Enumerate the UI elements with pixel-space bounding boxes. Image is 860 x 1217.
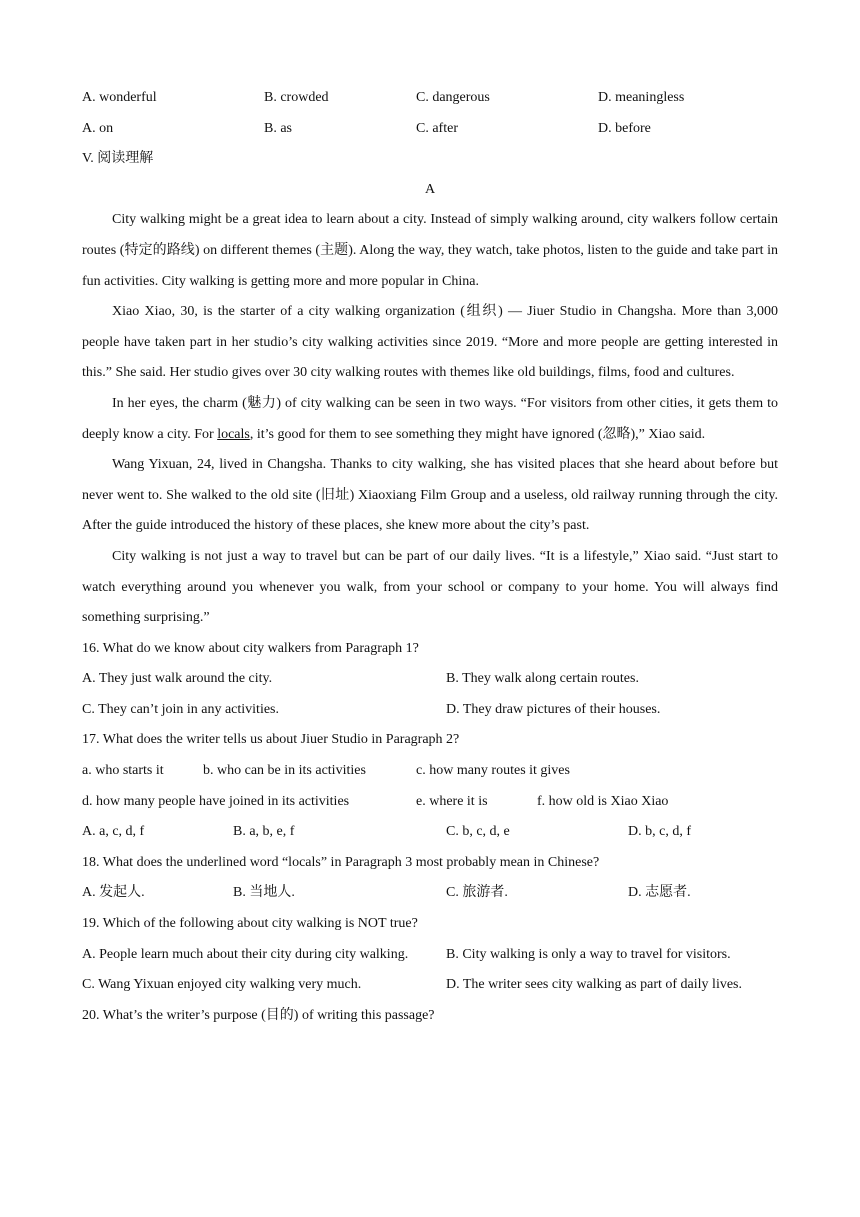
q17-statement-a: a. who starts it bbox=[82, 763, 164, 779]
q16-option-a: A. They just walk around the city. bbox=[82, 671, 273, 687]
question-17-statements-1 bbox=[82, 756, 778, 787]
q19-option-d: D. The writer sees city walking as part of daily lives. bbox=[446, 977, 742, 993]
question-16-row-2 bbox=[82, 695, 778, 726]
q19-option-b: B. City walking is only a way to travel for visitors. bbox=[446, 946, 731, 962]
passage-label: A bbox=[424, 181, 436, 197]
question-14-options bbox=[82, 83, 778, 114]
section-heading: V. 阅读理解 bbox=[82, 151, 154, 167]
q18-option-d: D. 志愿者. bbox=[628, 885, 691, 901]
q15-option-c: C. after bbox=[416, 120, 458, 136]
question-17-statements-2 bbox=[82, 787, 778, 818]
q15-option-b: B. as bbox=[264, 120, 292, 136]
paragraph-3 bbox=[82, 389, 778, 450]
paragraph-3-after: , it’s good for them to see something they might have ignored (忽略),” Xiao said. bbox=[249, 426, 706, 442]
question-16-stem: 16. What do we know about city walkers from Paragraph 1? bbox=[82, 640, 419, 656]
question-16-row-1 bbox=[82, 664, 778, 695]
q16-option-b: B. They walk along certain routes. bbox=[446, 671, 639, 687]
q17-statement-e: e. where it is bbox=[416, 793, 488, 809]
q18-option-c: C. 旅游者. bbox=[446, 885, 508, 901]
paragraph-3-before: In her eyes, the charm (魅力) of city walking can be seen in two ways. “For visitors from other cities, it gets them to deeply know a city. For bbox=[82, 395, 778, 442]
q16-option-c: C. They can’t join in any activities. bbox=[82, 701, 279, 717]
paragraph-4: Wang Yixuan, 24, lived in Changsha. Thanks to city walking, she has visited places that she heard about before but never went to. She walked to the old site (旧址) Xiaoxiang Film Group and a useless, old railway running through the city. After the guide introduced the history of these places, she knew more about the city’s past. bbox=[82, 457, 778, 534]
q14-option-b: B. crowded bbox=[264, 90, 329, 105]
exam-page bbox=[82, 83, 778, 1031]
question-18-options bbox=[82, 878, 778, 909]
q19-option-c: C. Wang Yixuan enjoyed city walking very much. bbox=[82, 977, 362, 993]
q17-option-c: C. b, c, d, e bbox=[446, 824, 510, 840]
q15-option-d: D. before bbox=[598, 120, 651, 136]
q17-option-b: B. a, b, e, f bbox=[233, 824, 295, 840]
q16-option-d: D. They draw pictures of their houses. bbox=[446, 701, 661, 717]
q17-statement-d: d. how many people have joined in its activities bbox=[82, 793, 350, 809]
q18-option-a: A. 发起人. bbox=[82, 885, 145, 901]
question-15-options bbox=[82, 114, 778, 145]
q17-statement-f: f. how old is Xiao Xiao bbox=[537, 793, 669, 809]
q14-option-d: D. meaningless bbox=[598, 90, 685, 105]
q18-option-b: B. 当地人. bbox=[233, 885, 295, 901]
paragraph-5: City walking is not just a way to travel but can be part of our daily lives. “It is a lifestyle,” Xiao said. “Just start to watch everything around you whenever you walk, from your school or company to your home. You will always find something surprising.” bbox=[82, 548, 778, 626]
paragraph-2: Xiao Xiao, 30, is the starter of a city walking organization (组织) — Jiuer Studio in Changsha. More than 3,000 people have taken part in her studio’s city walking activities since 2019. “More and more people are getting interested in this.” She said. Her studio gives over 30 city walking routes with themes like old buildings, films, food and cultures. bbox=[82, 304, 778, 381]
question-17-options bbox=[82, 817, 778, 848]
q19-option-a: A. People learn much about their city during city walking. bbox=[82, 946, 409, 962]
q15-option-a: A. on bbox=[82, 120, 114, 136]
question-19-row-1 bbox=[82, 940, 778, 971]
question-18-stem: 18. What does the underlined word “locals” in Paragraph 3 most probably mean in Chinese? bbox=[82, 854, 600, 870]
q17-statement-c: c. how many routes it gives bbox=[416, 763, 570, 779]
underlined-word-locals: locals bbox=[217, 426, 250, 442]
q17-statement-b: b. who can be in its activities bbox=[203, 763, 366, 779]
question-17-stem: 17. What does the writer tells us about Jiuer Studio in Paragraph 2? bbox=[82, 732, 460, 748]
q17-option-d: D. b, c, d, f bbox=[628, 824, 691, 840]
q17-option-a: A. a, c, d, f bbox=[82, 824, 145, 840]
question-20-stem: 20. What’s the writer’s purpose (目的) of writing this passage? bbox=[82, 1007, 435, 1023]
q14-option-c: C. dangerous bbox=[416, 90, 490, 105]
question-19-stem: 19. Which of the following about city walking is NOT true? bbox=[82, 916, 418, 932]
paragraph-1: City walking might be a great idea to learn about a city. Instead of simply walking around, city walkers follow certain routes (特定的路线) on different themes (主题). Along the way, they watch, take photos, listen to the guide and take part in fun activities. City walking is getting more and more popular in China. bbox=[82, 212, 778, 289]
q14-option-a: A. wonderful bbox=[82, 90, 157, 105]
question-19-row-2 bbox=[82, 970, 778, 1001]
